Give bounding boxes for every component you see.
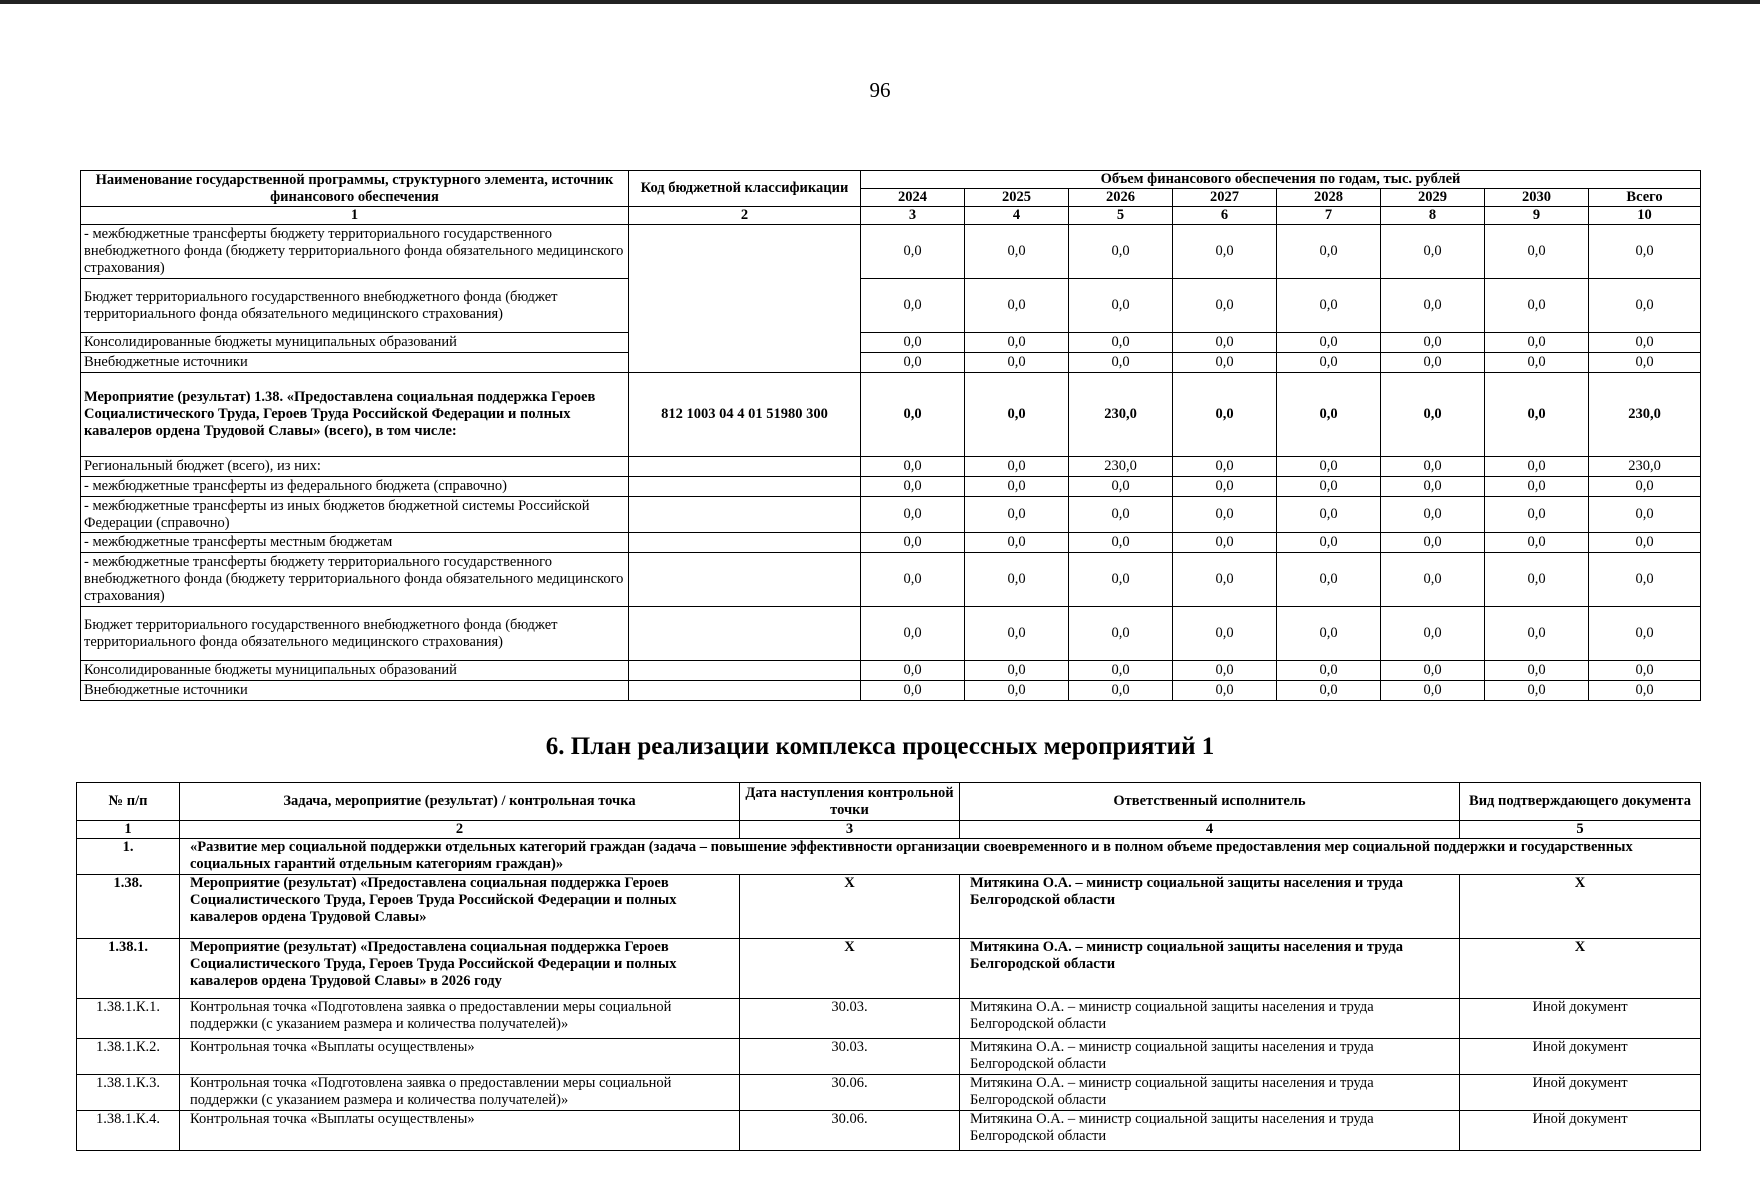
row-value: 0,0 [1069,353,1173,373]
row-value: 0,0 [1069,681,1173,701]
row-value: 0,0 [1277,225,1381,279]
row-value: 0,0 [1485,553,1589,607]
row-value: 0,0 [1381,457,1485,477]
row-name: Внебюджетные источники [81,681,629,701]
table-row [81,661,1701,681]
row-code [629,225,861,373]
row-value: 230,0 [1589,457,1701,477]
row-task: Контрольная точка «Выплаты осуществлены» [180,1039,740,1075]
row-value: 0,0 [1381,533,1485,553]
column-number: 4 [960,821,1460,839]
row-value: 0,0 [1173,373,1277,457]
column-number: 2 [629,207,861,225]
row-value: 0,0 [1173,333,1277,353]
row-value: 0,0 [1277,497,1381,533]
column-number: 3 [740,821,960,839]
row-value: 0,0 [1173,661,1277,681]
header-volume: Объем финансового обеспечения по годам, тыс. рублей [861,171,1701,189]
row-value: 0,0 [1485,457,1589,477]
row-date: 30.06. [740,1075,960,1111]
row-value: 0,0 [1381,353,1485,373]
row-value: 0,0 [1277,279,1381,333]
row-value: 0,0 [861,373,965,457]
row-value: 0,0 [1589,333,1701,353]
header-task: Задача, мероприятие (результат) / контрольная точка [180,783,740,821]
row-value: 0,0 [1381,279,1485,333]
table-row [81,353,1701,373]
header-year: 2028 [1277,189,1381,207]
row-name: Внебюджетные источники [81,353,629,373]
row-value: 230,0 [1589,373,1701,457]
row-value: 0,0 [1485,353,1589,373]
row-value: 0,0 [1485,225,1589,279]
row-responsible: Митякина О.А. – министр социальной защиты населения и труда Белгородской области [960,939,1460,999]
row-value: 0,0 [861,353,965,373]
row-num: 1.38. [77,875,180,939]
row-value: 0,0 [1589,497,1701,533]
row-value: 0,0 [1589,661,1701,681]
header-name: Наименование государственной программы, структурного элемента, источник финансового обеспечения [81,171,629,207]
row-value: 0,0 [1589,607,1701,661]
header-year: 2029 [1381,189,1485,207]
row-name: Консолидированные бюджеты муниципальных образований [81,333,629,353]
task-num: 1. [77,839,180,875]
header-year: 2025 [965,189,1069,207]
row-value: 0,0 [1173,353,1277,373]
row-value: 0,0 [1069,553,1173,607]
row-name: Бюджет территориального государственного внебюджетного фонда (бюджет территориального фонда обязательного медицинского страхования) [81,279,629,333]
plan-table [76,782,1701,1151]
row-value: 0,0 [965,373,1069,457]
row-value: 0,0 [965,225,1069,279]
row-value: 230,0 [1069,373,1173,457]
row-code [629,661,861,681]
header-year: 2026 [1069,189,1173,207]
header-date: Дата наступления контрольной точки [740,783,960,821]
row-value: 0,0 [1277,353,1381,373]
header-total: Всего [1589,189,1701,207]
row-value: 0,0 [1589,477,1701,497]
row-value: 0,0 [1381,661,1485,681]
row-task: Мероприятие (результат) «Предоставлена социальная поддержка Героев Социалистического Труда, Героев Труда Российской Федерации и полных кавалеров ордена Трудовой Славы» в 2026 году [180,939,740,999]
row-value: 0,0 [861,333,965,353]
row-value: 0,0 [1381,373,1485,457]
row-value: 0,0 [1277,333,1381,353]
table-row [81,457,1701,477]
row-value: 0,0 [1485,373,1589,457]
row-value: 0,0 [1381,497,1485,533]
row-task: Мероприятие (результат) «Предоставлена социальная поддержка Героев Социалистического Труда, Героев Труда Российской Федерации и полных кавалеров ордена Трудовой Славы» [180,875,740,939]
row-value: 0,0 [1485,533,1589,553]
row-value: 0,0 [1069,607,1173,661]
row-value: 0,0 [1173,681,1277,701]
row-name: - межбюджетные трансферты бюджету территориального государственного внебюджетного фонда (бюджету территориального фонда обязательного медицинского страхования) [81,225,629,279]
row-date: 30.03. [740,999,960,1039]
column-number: 4 [965,207,1069,225]
row-name: Бюджет территориального государственного внебюджетного фонда (бюджет территориального фонда обязательного медицинского страхования) [81,607,629,661]
row-value: 0,0 [861,553,965,607]
row-responsible: Митякина О.А. – министр социальной защиты населения и труда Белгородской области [960,875,1460,939]
row-task: Контрольная точка «Подготовлена заявка о предоставлении меры социальной поддержки (с указанием размера и количества получателей)» [180,1075,740,1111]
row-value: 0,0 [1589,533,1701,553]
row-doc: Иной документ [1460,999,1701,1039]
row-code [629,477,861,497]
row-code [629,553,861,607]
row-value: 0,0 [1277,477,1381,497]
header-num: № п/п [77,783,180,821]
column-number: 3 [861,207,965,225]
row-value: 0,0 [861,497,965,533]
row-responsible: Митякина О.А. – министр социальной защиты населения и труда Белгородской области [960,1039,1460,1075]
row-value: 0,0 [1069,533,1173,553]
row-date: Х [740,939,960,999]
row-value: 0,0 [965,553,1069,607]
row-value: 0,0 [965,353,1069,373]
row-value: 0,0 [1277,457,1381,477]
plan-row [77,939,1701,999]
row-task: Контрольная точка «Выплаты осуществлены» [180,1111,740,1151]
header-doc: Вид подтверждающего документа [1460,783,1701,821]
row-value: 0,0 [1173,607,1277,661]
row-doc: Иной документ [1460,1075,1701,1111]
row-value: 0,0 [1173,225,1277,279]
row-value: 0,0 [1069,477,1173,497]
row-value: 0,0 [1485,333,1589,353]
row-num: 1.38.1.К.4. [77,1111,180,1151]
row-value: 0,0 [1381,553,1485,607]
row-value: 0,0 [1277,661,1381,681]
row-value: 0,0 [861,661,965,681]
header-year: 2024 [861,189,965,207]
row-value: 0,0 [965,661,1069,681]
row-value: 0,0 [1485,279,1589,333]
column-number: 6 [1173,207,1277,225]
row-name: - межбюджетные трансферты из иных бюджетов бюджетной системы Российской Федерации (справочно) [81,497,629,533]
row-date: 30.03. [740,1039,960,1075]
row-value: 0,0 [1173,457,1277,477]
row-value: 0,0 [1485,477,1589,497]
column-number: 10 [1589,207,1701,225]
row-doc: Иной документ [1460,1039,1701,1075]
row-value: 0,0 [1589,553,1701,607]
table-row [81,373,1701,457]
row-value: 230,0 [1069,457,1173,477]
row-value: 0,0 [1381,333,1485,353]
table-row [81,681,1701,701]
task-text: «Развитие мер социальной поддержки отдельных категорий граждан (задача – повышение эффективности организации своевременного и в полном объеме предоставления мер социальной поддержки и государственных социальных гарантий отдельным категориям граждан)» [180,839,1701,875]
table-row [81,533,1701,553]
column-number: 9 [1485,207,1589,225]
row-value: 0,0 [1381,607,1485,661]
row-value: 0,0 [1485,497,1589,533]
row-value: 0,0 [1173,497,1277,533]
row-value: 0,0 [965,477,1069,497]
row-value: 0,0 [1589,353,1701,373]
row-code [629,607,861,661]
row-value: 0,0 [861,279,965,333]
row-num: 1.38.1.К.2. [77,1039,180,1075]
row-value: 0,0 [861,477,965,497]
row-value: 0,0 [1277,533,1381,553]
row-name: Консолидированные бюджеты муниципальных образований [81,661,629,681]
column-number: 5 [1069,207,1173,225]
row-name: - межбюджетные трансферты местным бюджетам [81,533,629,553]
row-code [629,681,861,701]
plan-row [77,1111,1701,1151]
plan-row [77,875,1701,939]
scan-edge-line [0,0,1760,4]
row-value: 0,0 [1173,477,1277,497]
row-name: - межбюджетные трансферты бюджету территориального государственного внебюджетного фонда (бюджету территориального фонда обязательного медицинского страхования) [81,553,629,607]
header-year: 2030 [1485,189,1589,207]
row-doc: Х [1460,939,1701,999]
row-value: 0,0 [1069,497,1173,533]
column-number: 1 [81,207,629,225]
row-value: 0,0 [1277,681,1381,701]
row-value: 0,0 [1277,373,1381,457]
row-num: 1.38.1.К.1. [77,999,180,1039]
column-number: 5 [1460,821,1701,839]
row-date: 30.06. [740,1111,960,1151]
column-number: 2 [180,821,740,839]
row-value: 0,0 [1381,477,1485,497]
row-name: Мероприятие (результат) 1.38. «Предоставлена социальная поддержка Героев Социалистического Труда, Героев Труда Российской Федерации и полных кавалеров ордена Трудовой Славы» (всего), в том числе: [81,373,629,457]
row-value: 0,0 [1589,681,1701,701]
row-value: 0,0 [965,333,1069,353]
row-value: 0,0 [861,533,965,553]
page-number: 96 [869,78,891,102]
row-value: 0,0 [965,681,1069,701]
row-value: 0,0 [1485,661,1589,681]
row-num: 1.38.1.К.3. [77,1075,180,1111]
header-year: 2027 [1173,189,1277,207]
row-code [629,497,861,533]
row-name: Региональный бюджет (всего), из них: [81,457,629,477]
row-date: Х [740,875,960,939]
row-value: 0,0 [861,225,965,279]
row-value: 0,0 [965,497,1069,533]
plan-row [77,999,1701,1039]
row-value: 0,0 [1277,553,1381,607]
row-value: 0,0 [1589,279,1701,333]
row-value: 0,0 [965,607,1069,661]
table-row [81,279,1701,333]
task-row [77,839,1701,875]
row-value: 0,0 [965,533,1069,553]
table-row [81,477,1701,497]
header-code: Код бюджетной классификации [629,171,861,207]
column-number: 7 [1277,207,1381,225]
table-row [81,607,1701,661]
row-responsible: Митякина О.А. – министр социальной защиты населения и труда Белгородской области [960,999,1460,1039]
row-code [629,457,861,477]
section-title: 6. План реализации комплекса процессных мероприятий 1 [545,733,1215,760]
row-value: 0,0 [1069,333,1173,353]
row-num: 1.38.1. [77,939,180,999]
row-value: 0,0 [1485,607,1589,661]
row-value: 0,0 [1173,533,1277,553]
row-value: 0,0 [1069,661,1173,681]
row-doc: Х [1460,875,1701,939]
financing-table [80,170,1701,701]
row-code: 812 1003 04 4 01 51980 300 [629,373,861,457]
table-row [81,497,1701,533]
row-value: 0,0 [861,607,965,661]
row-task: Контрольная точка «Подготовлена заявка о предоставлении меры социальной поддержки (с указанием размера и количества получателей)» [180,999,740,1039]
row-name: - межбюджетные трансферты из федерального бюджета (справочно) [81,477,629,497]
plan-row [77,1039,1701,1075]
row-value: 0,0 [1069,279,1173,333]
row-value: 0,0 [1381,681,1485,701]
row-value: 0,0 [861,681,965,701]
row-value: 0,0 [1173,553,1277,607]
row-doc: Иной документ [1460,1111,1701,1151]
header-responsible: Ответственный исполнитель [960,783,1460,821]
table-row [81,553,1701,607]
plan-row [77,1075,1701,1111]
table-row [81,333,1701,353]
row-value: 0,0 [1069,225,1173,279]
row-value: 0,0 [965,279,1069,333]
table-row [81,225,1701,279]
row-value: 0,0 [1589,225,1701,279]
row-code [629,533,861,553]
row-value: 0,0 [1381,225,1485,279]
row-value: 0,0 [965,457,1069,477]
column-number: 1 [77,821,180,839]
column-number: 8 [1381,207,1485,225]
row-value: 0,0 [861,457,965,477]
row-value: 0,0 [1277,607,1381,661]
row-value: 0,0 [1485,681,1589,701]
row-value: 0,0 [1173,279,1277,333]
row-responsible: Митякина О.А. – министр социальной защиты населения и труда Белгородской области [960,1075,1460,1111]
row-responsible: Митякина О.А. – министр социальной защиты населения и труда Белгородской области [960,1111,1460,1151]
